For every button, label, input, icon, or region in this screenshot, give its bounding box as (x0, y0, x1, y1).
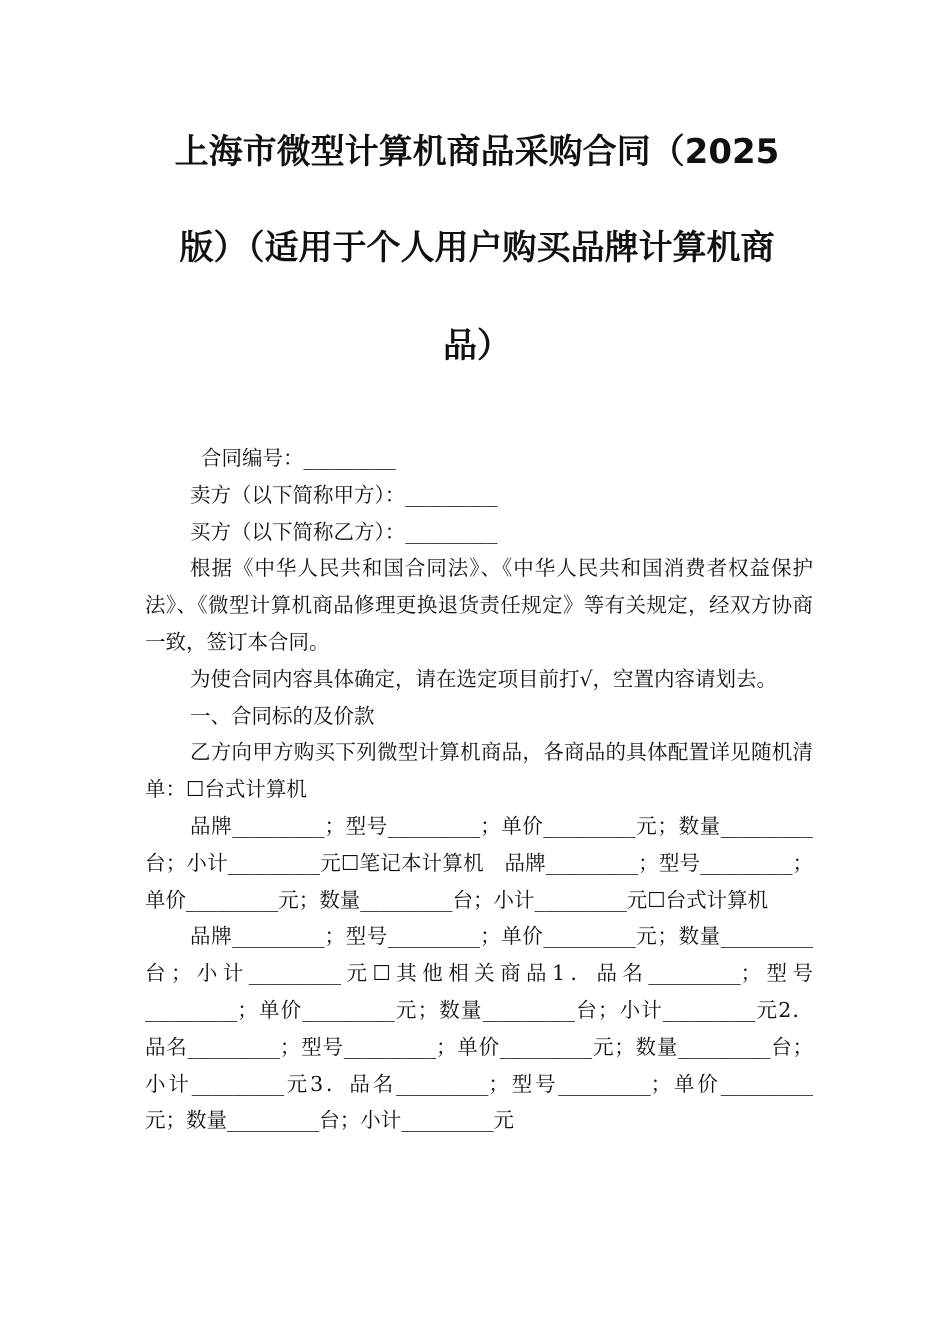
contract-number-field: 合同编号：_________ (201, 446, 396, 470)
document-title-line-2: 版）（适用于个人用户购买品牌计算机商 (179, 228, 775, 268)
document-title-line-3: 品） (443, 326, 511, 366)
instruction-paragraph: 为使合同内容具体确定，请在选定项目前打√，空置内容请划去。 (190, 666, 778, 691)
items-paragraph-2: 品牌_________；型号_________；单价_________元；数量_________台；小计_________元☐其他相关商品1．品名_________；型号_________；单价_________元；数量_________台；小计_________元2．品名_________；型号_________；单价_________元；数量_________台；小计_________元3．品名_________；型号_________；单价_________元；数量_________台；小计_________元 (145, 924, 813, 1133)
section-intro-paragraph: 乙方向甲方购买下列微型计算机商品，各商品的具体配置详见随机清单：☐台式计算机 (145, 740, 813, 802)
contract-body (145, 440, 813, 1139)
items-paragraph-1: 品牌_________；型号_________；单价_________元；数量_________台；小计_________元☐笔记本计算机 品牌_________；型号_________；单价_________元；数量_________台；小计_________元☐台式计算机 (145, 813, 813, 912)
legal-basis-paragraph: 根据《中华人民共和国合同法》、《中华人民共和国消费者权益保护法》、《微型计算机商品修理更换退货责任规定》等有关规定，经双方协商一致，签订本合同。 (145, 556, 813, 654)
buyer-field: 买方（以下简称乙方）：_________ (190, 519, 498, 544)
seller-field: 卖方（以下简称甲方）：_________ (190, 482, 498, 507)
document-title-line-1: 上海市微型计算机商品采购合同（2025 (174, 132, 780, 172)
section-heading: 一、合同标的及价款 (190, 703, 375, 728)
